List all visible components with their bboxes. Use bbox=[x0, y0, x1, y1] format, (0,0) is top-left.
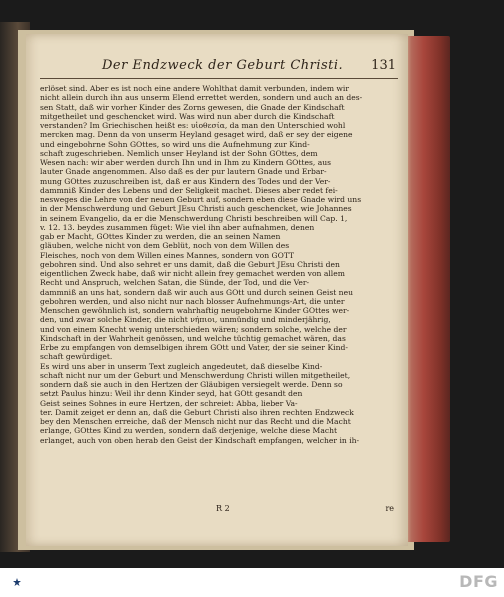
text-line: verstanden? Im Griechischen heißt es: υἱοθεσία, da man den Unterschied wohl bbox=[40, 121, 346, 130]
running-head: Der Endzweck der Geburt Christi. bbox=[102, 58, 344, 73]
page-header bbox=[40, 58, 398, 78]
text-line: Recht und Anspruch, welchen Satan, die Sünde, der Tod, und die Ver- bbox=[40, 278, 310, 288]
text-line: nesweges die Lehre von der neuen Geburt auf, sondern eben diese Gnade wird uns bbox=[40, 195, 362, 204]
text-line: Es wird uns aber in unserm Text zugleich angedeutet, daß dieselbe Kind- bbox=[40, 361, 323, 371]
text-line: sen Statt, daß wir vorher Kinder des Zorns gewesen, die Gnade der Kindschaft bbox=[40, 102, 345, 112]
signature-mark: R 2 bbox=[216, 504, 230, 513]
text-line: bey den Menschen erreiche, daß der Mensch nicht nur das Recht und die Macht bbox=[40, 417, 351, 426]
text-line: Erbe zu empfangen von demselbigen ihrem GOtt und Vater, der sie seiner Kind- bbox=[40, 343, 348, 352]
text-line: erlange, GOttes Kind zu werden, sondern daß derjenige, welche diese Macht bbox=[40, 426, 338, 436]
text-line: Geist seines Sohnes in eure Hertzen, der schreiet: Abba, lieber Va- bbox=[40, 398, 298, 408]
text-line: mung GOttes zuzuschreiben ist, daß er aus Kindern des Todes und der Ver- bbox=[40, 176, 331, 186]
text-line: sondern daß sie auch in den Hertzen der Gläubigen versiegelt werde. Denn so bbox=[40, 380, 343, 389]
page-number: 131 bbox=[371, 58, 396, 73]
text-line: gebohren werden, und also nicht nur nach blosser Aufnehmungs-Art, die unter bbox=[40, 296, 345, 306]
text-line: in der Menschwerdung und Geburt JEsu Christi auch geschencket, wie Johannes bbox=[40, 204, 352, 214]
text-line: schaft nicht nur um der Geburt und Menschwerdung Christi willen mitgetheilet, bbox=[40, 370, 351, 380]
text-line: dammniß Kinder des Lebens und der Seligkeit machet. Dieses aber redet fei- bbox=[40, 185, 338, 195]
header-rule bbox=[40, 78, 398, 79]
text-line: gebohren sind. Und also sehret er uns damit, daß die Geburt JEsu Christi den bbox=[40, 259, 340, 269]
book-page bbox=[26, 34, 408, 546]
text-line: Wesen nach: wir aber werden durch Ihn und in Ihm zu Kindern GOttes, aus bbox=[40, 158, 332, 167]
text-line: schaft zugeschrieben. Nemlich unser Heyland ist der Sohn GOttes, dem bbox=[40, 148, 318, 158]
text-line: und von einem Knecht wenig unterschieden wären; sondern solche, welche der bbox=[40, 324, 347, 334]
text-line: gab er Macht, GOttes Kinder zu werden, die an seinen Namen bbox=[40, 232, 281, 241]
text-line: erlöset sind. Aber es ist noch eine andere Wohlthat damit verbunden, indem wir bbox=[40, 84, 349, 93]
page-footer bbox=[40, 504, 398, 516]
text-line: in seinem Evangelio, da er die Menschwerdung Christi beschreiben will Cap. 1, bbox=[40, 213, 348, 223]
catchword: re bbox=[385, 504, 394, 513]
dfg-logo: DFG bbox=[459, 572, 498, 591]
text-line: ter. Damit zeiget er denn an, daß die Geburt Christi also ihren rechten Endzweck bbox=[40, 407, 354, 417]
text-line: nicht allein durch ihn aus unserm Elend errettet werden, sondern und auch an des- bbox=[40, 93, 363, 103]
text-line: eigentlichen Zweck habe, daß wir nicht allein frey gemachet werden von allem bbox=[40, 269, 345, 278]
text-line: schaft gewürdiget. bbox=[40, 352, 113, 362]
book-binding-edge bbox=[402, 36, 450, 542]
page-body-text bbox=[40, 84, 394, 445]
text-line: setzt Paulus hinzu: Weil ihr denn Kinder seyd, hat GOtt gesandt den bbox=[40, 389, 303, 399]
franckesche-stiftungen-logo bbox=[2, 570, 32, 595]
branding-bar bbox=[0, 568, 504, 597]
text-line: gläuben, welche nicht von dem Geblüt, noch von dem Willen des bbox=[40, 241, 290, 251]
text-line: v. 12. 13. beydes zusammen füget: Wie viel ihn aber aufnahmen, denen bbox=[40, 222, 315, 232]
text-line: mercken mag. Denn da von unserm Heyland gesaget wird, daß er sey der eigene bbox=[40, 130, 353, 140]
text-line: erlanget, auch von oben herab den Geist der Kindschaft empfangen, welcher in ih- bbox=[40, 435, 360, 445]
text-line: Kindschaft in der Wahrheit genössen, und welche tüchtig gemachet wären, das bbox=[40, 333, 346, 343]
text-line: lauter Gnade angenommen. Also daß es der pur lautern Gnade und Erbar- bbox=[40, 167, 327, 177]
institution-emblem-icon bbox=[11, 578, 23, 588]
text-line: mitgetheilet und geschencket wird. Was wird nun aber durch die Kindschaft bbox=[40, 111, 335, 121]
text-line: Fleisches, noch von dem Willen eines Mannes, sondern von GOTT bbox=[40, 250, 295, 260]
text-line: den, und zwar solche Kinder, die nicht νήπιοι, unmündig und minderjährig, bbox=[40, 315, 331, 325]
text-line: und eingebohrne Sohn GOttes, so wird uns die Aufnehmung zur Kind- bbox=[40, 139, 310, 149]
text-line: dammniß an uns hat, sondern daß wir auch aus GOtt und durch seinen Geist neu bbox=[40, 287, 353, 297]
text-line: Menschen gewöhnlich ist, sondern wahrhaftig neugebohrne Kinder GOttes wer- bbox=[40, 306, 350, 315]
